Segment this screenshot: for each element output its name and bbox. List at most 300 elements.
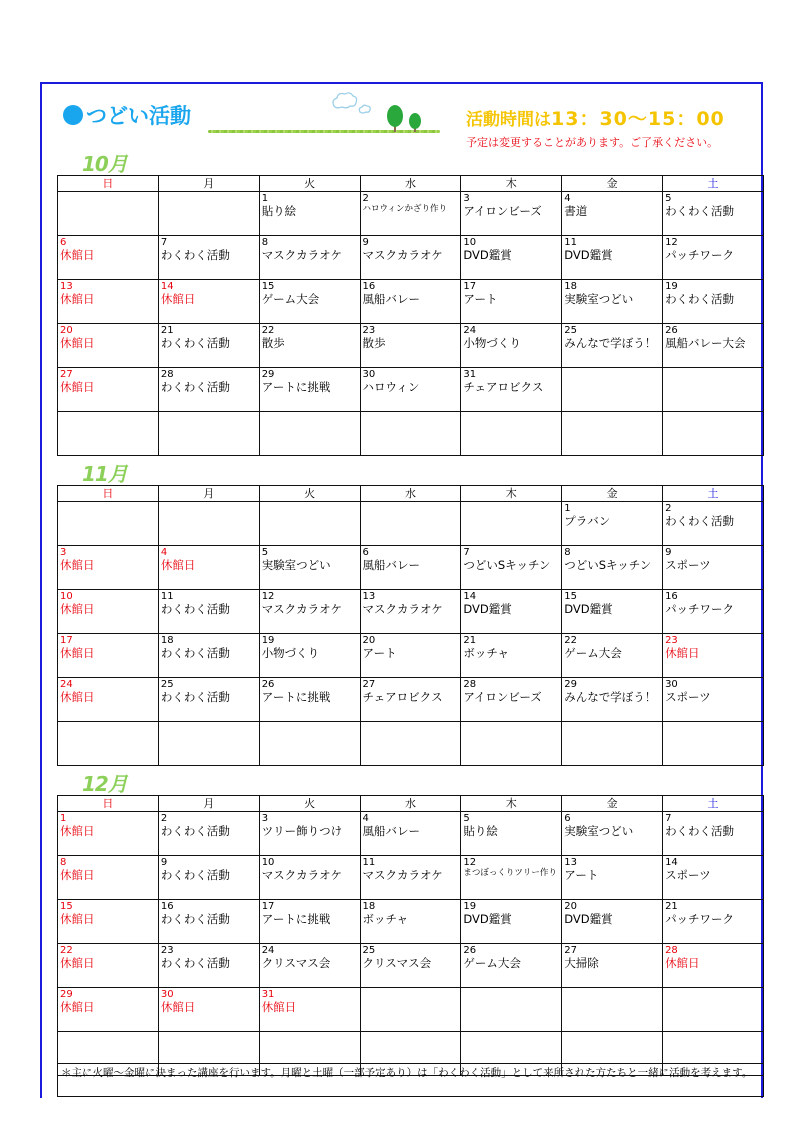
day-number: 23 — [362, 325, 376, 336]
day-number: 2 — [665, 503, 672, 514]
day-cell — [259, 678, 360, 722]
day-number — [262, 413, 358, 424]
day-cell — [663, 412, 764, 456]
week-row — [58, 900, 764, 944]
day-number — [564, 989, 660, 1000]
weekday-header: 火 — [259, 486, 360, 502]
day-cell — [58, 722, 159, 766]
day-number: 9 — [362, 237, 369, 248]
calendar-table — [57, 175, 764, 456]
week-row — [58, 678, 764, 722]
day-number: 21 — [463, 635, 477, 646]
week-row — [58, 590, 764, 634]
day-cell — [158, 722, 259, 766]
day-number — [60, 193, 156, 204]
day-number: 27 — [564, 945, 577, 956]
day-cell — [461, 590, 562, 634]
day-number: 21 — [665, 901, 678, 912]
day-cell — [158, 324, 259, 368]
day-cell — [58, 590, 159, 634]
activity-label: わくわく活動 — [160, 690, 230, 704]
weekday-header: 木 — [461, 486, 562, 502]
weekday-header: 月 — [158, 176, 259, 192]
day-number — [363, 723, 459, 734]
day-number — [161, 1033, 257, 1044]
day-number — [564, 723, 660, 734]
week-row — [58, 722, 764, 766]
activity-label: 散歩 — [261, 336, 285, 350]
day-cell — [360, 944, 461, 988]
day-cell — [663, 812, 764, 856]
weekday-header: 金 — [562, 176, 663, 192]
day-number: 9 — [665, 547, 672, 558]
title-clip — [63, 98, 209, 130]
day-number: 14 — [160, 281, 174, 292]
day-number — [463, 1033, 559, 1044]
day-number — [161, 413, 257, 424]
day-number — [60, 503, 156, 514]
closed-day-label: 休館日 — [160, 1000, 196, 1014]
day-number: 3 — [261, 813, 269, 824]
day-number: 18 — [564, 281, 577, 292]
activity-label: プラバン — [564, 514, 611, 528]
week-row — [58, 280, 764, 324]
day-number: 5 — [463, 813, 470, 824]
day-number: 24 — [60, 679, 73, 690]
weekday-header: 水 — [360, 796, 461, 812]
day-cell — [562, 678, 663, 722]
day-number — [564, 413, 660, 424]
week-row — [58, 236, 764, 280]
closed-day-label: 休館日 — [665, 956, 700, 970]
activity-label: クリスマス会 — [261, 956, 331, 970]
day-cell — [58, 678, 159, 722]
day-number — [564, 1033, 660, 1044]
weekday-header-row — [58, 796, 764, 812]
day-cell — [360, 502, 461, 546]
activity-label: 風船バレー — [362, 558, 421, 572]
day-cell — [461, 900, 562, 944]
day-number: 26 — [463, 945, 477, 956]
day-number: 17 — [261, 901, 275, 912]
week-row — [58, 856, 764, 900]
closed-day-label: 休館日 — [60, 1000, 95, 1014]
day-cell — [158, 678, 259, 722]
day-cell — [158, 368, 259, 412]
activity-label: わくわく活動 — [665, 204, 735, 218]
day-number: 6 — [60, 237, 67, 248]
activity-label: 大掃除 — [564, 956, 599, 970]
month-label: 12月 — [82, 772, 127, 796]
day-number — [463, 503, 559, 514]
day-cell — [158, 812, 259, 856]
day-number: 18 — [362, 901, 376, 912]
day-cell — [259, 236, 360, 280]
closed-day-label: 休館日 — [160, 558, 196, 572]
activity-label: DVD鑑賞 — [463, 602, 512, 616]
weekday-header-row — [58, 486, 764, 502]
day-number — [60, 413, 156, 424]
day-number: 6 — [362, 547, 369, 558]
day-cell — [158, 900, 259, 944]
day-cell — [663, 236, 764, 280]
day-cell — [360, 634, 461, 678]
day-number: 7 — [160, 237, 168, 248]
day-number: 13 — [362, 591, 376, 602]
day-cell — [663, 634, 764, 678]
day-number — [262, 503, 358, 514]
day-cell — [461, 856, 562, 900]
closed-day-label: 休館日 — [60, 558, 95, 572]
day-cell — [58, 236, 159, 280]
day-cell — [461, 236, 562, 280]
day-cell — [259, 634, 360, 678]
day-number: 3 — [60, 547, 67, 558]
day-cell — [58, 192, 159, 236]
activity-label: アートに挑戦 — [261, 380, 331, 394]
day-cell — [58, 988, 159, 1032]
closed-day-label: 休館日 — [60, 380, 95, 394]
day-number: 22 — [261, 325, 275, 336]
day-number: 5 — [665, 193, 672, 204]
activity-label: チェアロビクス — [362, 690, 443, 704]
weekday-header: 金 — [562, 796, 663, 812]
day-number: 26 — [665, 325, 678, 336]
day-cell — [461, 280, 562, 324]
week-row — [58, 634, 764, 678]
activity-label: 実験室つどい — [564, 292, 634, 306]
day-number: 4 — [160, 547, 168, 558]
weekday-header: 火 — [259, 796, 360, 812]
activity-label: アイロンビーズ — [463, 690, 542, 704]
page-title-text: つどい活動 — [86, 104, 191, 128]
day-number: 8 — [60, 857, 67, 868]
day-number: 19 — [665, 281, 678, 292]
day-number: 1 — [60, 813, 67, 824]
activity-label: アートに挑戦 — [261, 912, 331, 926]
day-number: 31 — [261, 989, 275, 1000]
activity-label: ゲーム大会 — [261, 292, 320, 306]
week-row — [58, 546, 764, 590]
day-cell — [461, 722, 562, 766]
day-number: 3 — [463, 193, 470, 204]
weekday-header: 日 — [58, 796, 159, 812]
day-number: 11 — [564, 237, 577, 248]
day-number: 21 — [160, 325, 174, 336]
day-number: 25 — [564, 325, 577, 336]
activity-label: 実験室つどい — [564, 824, 634, 838]
day-cell — [360, 280, 461, 324]
day-number: 10 — [261, 857, 275, 868]
activity-label: わくわく活動 — [160, 824, 230, 838]
day-number: 10 — [463, 237, 477, 248]
day-cell — [562, 236, 663, 280]
activity-label: わくわく活動 — [160, 912, 230, 926]
day-number: 7 — [665, 813, 672, 824]
bullet-icon — [63, 105, 83, 125]
day-number — [60, 1033, 156, 1044]
day-number — [564, 369, 660, 380]
day-number: 25 — [362, 945, 376, 956]
day-number — [463, 413, 559, 424]
weekday-header: 木 — [461, 796, 562, 812]
week-row — [58, 324, 764, 368]
day-number: 2 — [362, 193, 369, 204]
day-number: 22 — [564, 635, 577, 646]
activity-label: アートに挑戦 — [261, 690, 331, 704]
day-number: 20 — [564, 901, 577, 912]
day-number — [463, 989, 559, 1000]
day-cell — [58, 502, 159, 546]
day-number: 29 — [60, 989, 73, 1000]
day-cell — [562, 900, 663, 944]
activity-label: わくわく活動 — [665, 514, 735, 528]
weekday-header: 日 — [58, 176, 159, 192]
day-number — [161, 193, 257, 204]
day-cell — [663, 368, 764, 412]
day-cell — [259, 944, 360, 988]
day-cell — [461, 502, 562, 546]
calendar-table — [57, 485, 764, 766]
day-cell — [663, 192, 764, 236]
day-number: 9 — [160, 857, 168, 868]
day-number — [665, 1033, 761, 1044]
day-cell — [58, 856, 159, 900]
month-label: 11月 — [82, 462, 127, 486]
day-number: 26 — [261, 679, 275, 690]
day-cell — [461, 368, 562, 412]
day-cell — [562, 546, 663, 590]
activity-label: DVD鑑賞 — [564, 248, 613, 262]
day-cell — [58, 546, 159, 590]
day-number: 11 — [362, 857, 376, 868]
day-number: 8 — [261, 237, 269, 248]
weekday-header: 水 — [360, 176, 461, 192]
day-cell — [360, 812, 461, 856]
day-cell — [562, 722, 663, 766]
activity-label: 書道 — [564, 204, 588, 218]
day-number: 12 — [463, 857, 477, 868]
day-cell — [259, 546, 360, 590]
day-number: 1 — [261, 193, 269, 204]
day-number: 30 — [362, 369, 376, 380]
activity-label: わくわく活動 — [665, 292, 735, 306]
day-number: 4 — [362, 813, 369, 824]
day-cell — [360, 236, 461, 280]
activity-label: DVD鑑賞 — [463, 248, 512, 262]
closed-day-label: 休館日 — [60, 868, 95, 882]
day-number: 28 — [665, 945, 678, 956]
day-number: 22 — [60, 945, 73, 956]
activity-label: みんなで学ぼう！ — [564, 336, 657, 350]
day-cell — [259, 988, 360, 1032]
day-number: 28 — [463, 679, 477, 690]
day-cell — [562, 280, 663, 324]
activity-label: マスクカラオケ — [362, 248, 443, 262]
activity-label: 実験室つどい — [261, 558, 331, 572]
day-number: 28 — [160, 369, 174, 380]
day-cell — [158, 590, 259, 634]
day-number — [363, 413, 459, 424]
activity-label: ボッチャ — [362, 912, 409, 926]
day-number — [262, 1033, 358, 1044]
day-cell — [663, 280, 764, 324]
day-cell — [663, 900, 764, 944]
activity-label: スポーツ — [665, 868, 711, 882]
activity-label: わくわく活動 — [160, 646, 230, 660]
activity-label: わくわく活動 — [160, 380, 230, 394]
activity-label: 小物づくり — [463, 336, 521, 350]
day-cell — [360, 324, 461, 368]
calendar-table — [57, 795, 764, 1076]
weekday-header-row — [58, 176, 764, 192]
day-cell — [461, 546, 562, 590]
day-cell — [158, 502, 259, 546]
closed-day-label: 休館日 — [60, 690, 95, 704]
day-cell — [360, 856, 461, 900]
week-row — [58, 192, 764, 236]
activity-label: わくわく活動 — [160, 602, 230, 616]
day-cell — [158, 280, 259, 324]
day-cell — [58, 634, 159, 678]
day-cell — [562, 988, 663, 1032]
closed-day-label: 休館日 — [60, 824, 95, 838]
day-number: 30 — [160, 989, 174, 1000]
day-cell — [562, 856, 663, 900]
closed-day-label: 休館日 — [60, 956, 95, 970]
day-cell — [562, 412, 663, 456]
day-cell — [58, 368, 159, 412]
activity-label: わくわく活動 — [160, 248, 230, 262]
activity-label: アート — [564, 868, 599, 882]
activity-label: DVD鑑賞 — [564, 602, 613, 616]
day-cell — [360, 546, 461, 590]
day-number: 15 — [60, 901, 73, 912]
closed-day-label: 休館日 — [60, 602, 95, 616]
day-cell — [158, 412, 259, 456]
day-number — [363, 503, 459, 514]
day-cell — [663, 988, 764, 1032]
weekday-header: 火 — [259, 176, 360, 192]
week-row — [58, 988, 764, 1032]
day-cell — [259, 368, 360, 412]
day-cell — [663, 590, 764, 634]
day-cell — [663, 502, 764, 546]
closed-day-label: 休館日 — [160, 292, 196, 306]
day-cell — [360, 412, 461, 456]
activity-label: ハロウィン — [362, 380, 420, 394]
activity-label: マスクカラオケ — [362, 868, 443, 882]
activity-label: ゲーム大会 — [463, 956, 521, 970]
day-number: 16 — [362, 281, 376, 292]
weekday-header: 土 — [663, 486, 764, 502]
day-number — [665, 989, 761, 1000]
weekday-header: 月 — [158, 486, 259, 502]
tree-icon — [387, 105, 421, 132]
day-cell — [360, 192, 461, 236]
weekday-header: 土 — [663, 176, 764, 192]
activity-label: アート — [362, 646, 397, 660]
day-cell — [158, 192, 259, 236]
day-cell — [259, 192, 360, 236]
day-number: 2 — [160, 813, 168, 824]
day-cell — [259, 324, 360, 368]
day-number: 4 — [564, 193, 571, 204]
day-cell — [461, 634, 562, 678]
day-number: 16 — [665, 591, 678, 602]
day-cell — [663, 944, 764, 988]
activity-label: 散歩 — [362, 336, 386, 350]
day-cell — [259, 280, 360, 324]
day-cell — [259, 812, 360, 856]
day-number — [60, 723, 156, 734]
weekday-header: 月 — [158, 796, 259, 812]
week-row — [58, 812, 764, 856]
activity-label: つどいSキッチン — [564, 558, 652, 572]
day-cell — [158, 236, 259, 280]
day-number: 13 — [60, 281, 73, 292]
day-number — [363, 989, 459, 1000]
day-number: 19 — [463, 901, 477, 912]
closed-day-label: 休館日 — [261, 1000, 297, 1014]
activity-label: みんなで学ぼう！ — [564, 690, 657, 704]
day-number: 16 — [160, 901, 174, 912]
activity-label: パッチワーク — [665, 248, 735, 262]
activity-label: マスクカラオケ — [261, 248, 342, 262]
day-cell — [58, 812, 159, 856]
day-cell — [360, 988, 461, 1032]
day-number: 12 — [261, 591, 275, 602]
day-cell — [461, 412, 562, 456]
footnote: ＊主に火曜〜金曜に決まった講座を行います。月曜と土曜（一部予定あり）は「わくわく活動」として来所された方たちと一緒に活動を考えます。 — [57, 1063, 764, 1097]
activity-label: 風船バレー — [362, 824, 421, 838]
day-cell — [562, 324, 663, 368]
weekday-header: 土 — [663, 796, 764, 812]
day-number: 1 — [564, 503, 571, 514]
day-cell — [562, 944, 663, 988]
schedule-notice: 予定は変更することがあります。ご了承ください。 — [466, 136, 719, 149]
day-number: 27 — [362, 679, 376, 690]
day-cell — [663, 678, 764, 722]
weekday-header: 日 — [58, 486, 159, 502]
closed-day-label: 休館日 — [60, 292, 95, 306]
day-number: 24 — [463, 325, 477, 336]
day-cell — [360, 368, 461, 412]
day-cell — [259, 856, 360, 900]
day-cell — [562, 634, 663, 678]
activity-label: マスクカラオケ — [362, 602, 443, 616]
day-cell — [663, 546, 764, 590]
activity-label: マスクカラオケ — [261, 868, 342, 882]
day-cell — [259, 502, 360, 546]
day-cell — [663, 324, 764, 368]
day-number: 15 — [261, 281, 275, 292]
week-row — [58, 412, 764, 456]
day-number — [262, 723, 358, 734]
day-cell — [461, 192, 562, 236]
weekday-header: 木 — [461, 176, 562, 192]
day-cell — [360, 722, 461, 766]
activity-label: スポーツ — [665, 690, 711, 704]
day-cell — [461, 988, 562, 1032]
day-cell — [58, 412, 159, 456]
day-number: 5 — [261, 547, 269, 558]
day-number — [363, 1033, 459, 1044]
day-cell — [461, 324, 562, 368]
activity-label: ハロウィンかざり作り — [362, 204, 448, 214]
day-number: 10 — [60, 591, 73, 602]
closed-day-label: 休館日 — [60, 646, 95, 660]
